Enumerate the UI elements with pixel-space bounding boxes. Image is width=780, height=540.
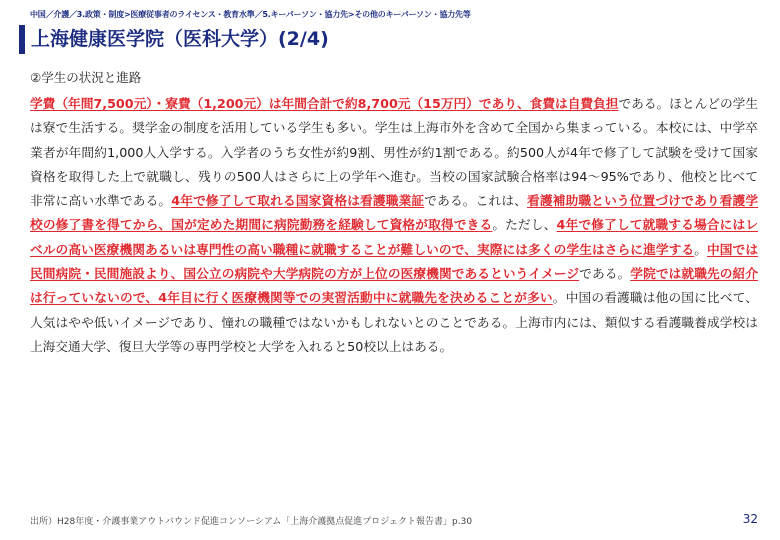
highlight-hospital-image: 中国では民間病院・民間施設より、国公立の病院や大学病院の方が上位の医療機関であるというイメージ xyxy=(30,241,759,282)
highlight-tuition-fees: 学費（年間7,500元）・寮費（1,200元）は年間合計で約8,700元（15万円）であり、食費は自費負担 xyxy=(30,96,619,111)
body-paragraph xyxy=(30,92,758,359)
page-number: 32 xyxy=(742,512,758,526)
text-student-overview: である。ほとんどの学生は寮で生活する。奨学金の制度を活用している学生も多い。学生は上海市外を含めて全国から集まっている。本校には、中学卒業者が年間約1,000人入学する。入学者のうち女性が約9割、男性が約1割である。約500人が4年で修了して試験を受けて国家資格を取得した上で就職し、残りの500人はさらに上の学年へ進む。当校の国家試験合格率は94～95%であり、他校と比べて非常に高い水準である。 xyxy=(30,96,759,209)
title-accent-bar xyxy=(19,25,25,54)
text-segment: 。ただし、 xyxy=(492,217,557,233)
text-segment: 。 xyxy=(694,241,707,257)
text-segment: である。これは、 xyxy=(424,193,528,209)
highlight-nursing-certificate: 4年で修了して取れる国家資格は看護職業証 xyxy=(171,193,425,209)
text-segment: である。 xyxy=(579,266,631,282)
highlight-further-study: 4年で修了して就職する場合にはレベルの高い医療機関あるいは専門性の高い職種に就職することが難しいので、実際には多くの学生はさらに進学する xyxy=(30,217,759,257)
section-subheading: ②学生の状況と進路 xyxy=(30,70,142,85)
source-citation: 出所）H28年度・介護事業アウトバウンド促進コンソーシアム「上海介護拠点促進プロジェクト報告書」p.30 xyxy=(30,517,473,527)
page-title: 上海健康医学院（医科大学）(2/4) xyxy=(31,28,329,50)
text-closing: 。中国の看護職は他の国に比べて、人気はやや低いイメージであり、憧れの職種ではないかもしれないとのことである。上海市内には、類似する看護職養成学校は上海交通大学、復旦大学等の専門学校と大学を入れると50校以上はある。 xyxy=(30,290,758,354)
highlight-job-placement: 学院では就職先の紹介は行っていないので、4年目に行く医療機関等での実習活動中に就職先を決めることが多い xyxy=(30,266,759,306)
breadcrumb: 中国／介護／3.政策・制度>医療従事者のライセンス・教育水準／5.キーパーソン・協力先>その他のキーパーソン・協力先等 xyxy=(30,10,471,19)
highlight-assistant-position: 看護補助職という位置づけであり看護学校の修了書を得てから、国が定めた期間に病院勤務を経験して資格が取得できる xyxy=(30,193,759,233)
